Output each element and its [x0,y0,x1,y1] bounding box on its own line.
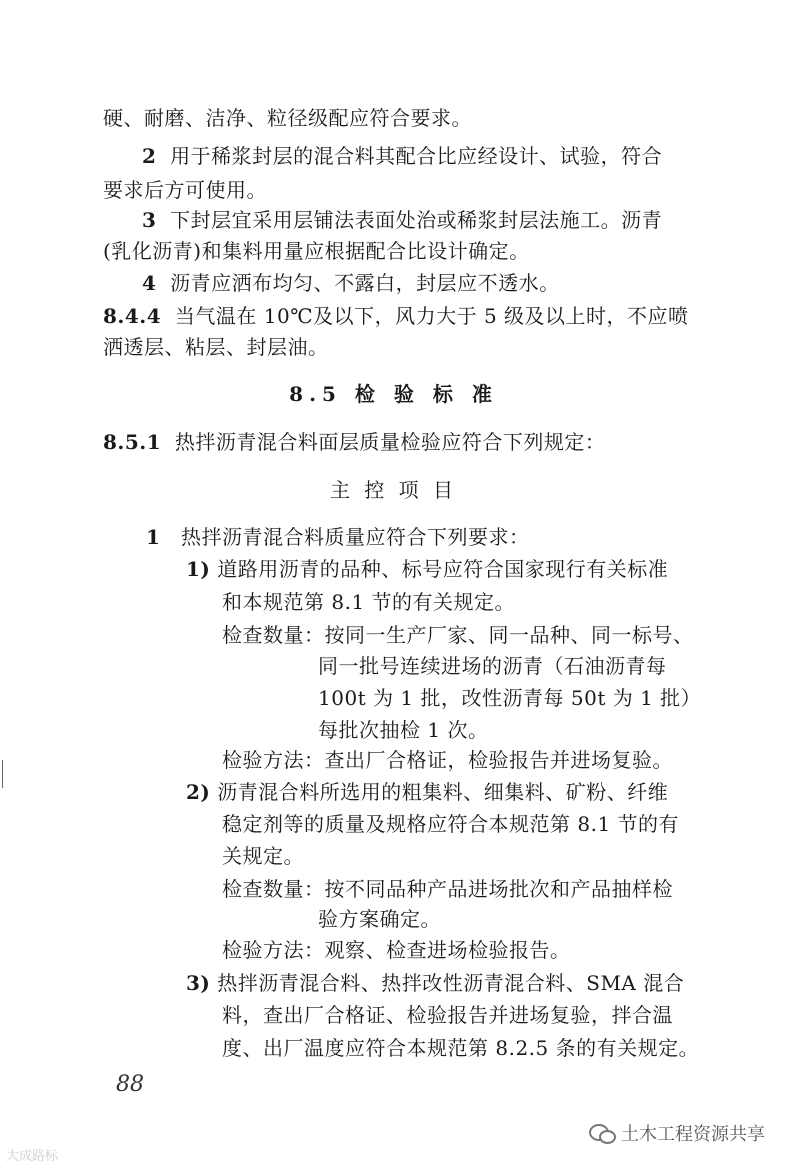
text-line: 度、出厂温度应符合本规范第 8.2.5 条的有关规定。 [222,1036,700,1060]
sub-item-text: 热拌沥青混合料、热拌改性沥青混合料、SMA 混合 [217,971,685,995]
text-line: 要求后方可使用。 [103,178,267,202]
clause-text: 热拌沥青混合料面层质量检验应符合下列规定： [174,430,606,454]
inspection-method: 检验方法：观察、检查进场检验报告。 [222,938,571,962]
margin-mark [2,760,3,788]
sub-item-number: 1) [186,557,211,581]
section-heading: 8.5 检 验 标 准 [289,382,498,406]
clause-text: 当气温在 10℃及以下，风力大于 5 级及以上时，不应喷 [174,304,689,328]
text-line: (乳化沥青)和集料用量应根据配合比设计确定。 [103,239,530,263]
subsection-heading: 主 控 项 目 [329,478,458,502]
clause-number: 8.5.1 [103,430,162,454]
wechat-icon [589,1122,615,1144]
sub-item [186,969,684,997]
text-line: 验方案确定。 [318,907,441,931]
text-line: 关规定。 [222,844,304,868]
watermark-right [589,1120,765,1146]
inspection-quantity: 检查数量：按不同品种产品进场批次和产品抽样检 [222,877,673,901]
sub-item-text: 道路用沥青的品种、标号应符合国家现行有关标准 [217,557,669,581]
text-line: 硬、耐磨、洁净、粒径级配应符合要求。 [103,106,472,130]
sub-item-number: 3) [186,971,211,995]
list-item [142,206,662,234]
text-line: 和本规范第 8.1 节的有关规定。 [222,590,516,614]
item-text: 下封层宜采用层铺法表面处治或稀浆封层法施工。沥青 [170,208,663,232]
inspection-quantity: 检查数量：按同一生产厂家、同一品种、同一标号、 [222,623,694,647]
text-line: 料，查出厂合格证、检验报告并进场复验，拌合温 [222,1003,673,1027]
list-item [146,523,530,551]
sub-item [186,555,668,583]
sub-item-text: 沥青混合料所选用的粗集料、细集料、矿粉、纤维 [217,780,669,804]
watermark-right-text: 土木工程资源共享 [621,1124,765,1145]
item-number: 2 [142,144,157,168]
text-line: 100t 为 1 批，改性沥青每 50t 为 1 批） [318,686,702,710]
watermark-left: 大成路标 [6,1149,59,1164]
item-number: 3 [142,208,157,232]
text-line: 同一批号连续进场的沥青（石油沥青每 [318,654,667,678]
item-text: 沥青应洒布均匀、不露白，封层应不透水。 [170,271,560,295]
sub-item-number: 2) [186,780,211,804]
text-line: 洒透层、粘层、封层油。 [103,335,329,359]
clause [103,428,605,456]
item-number: 4 [142,271,157,295]
text-line: 稳定剂等的质量及规格应符合本规范第 8.1 节的有 [222,812,680,836]
item-text: 热拌沥青混合料质量应符合下列要求： [181,525,530,549]
text-line: 每批次抽检 1 次。 [318,718,489,742]
clause-number: 8.4.4 [103,304,162,328]
inspection-method: 检验方法：查出厂合格证，检验报告并进场复验。 [222,748,673,772]
item-number: 1 [146,525,161,549]
list-item [142,142,662,170]
sub-item [186,778,668,806]
list-item [142,269,560,297]
item-text: 用于稀浆封层的混合料其配合比应经设计、试验，符合 [170,144,663,168]
page-number: 88 [116,1072,144,1097]
clause [103,302,689,330]
